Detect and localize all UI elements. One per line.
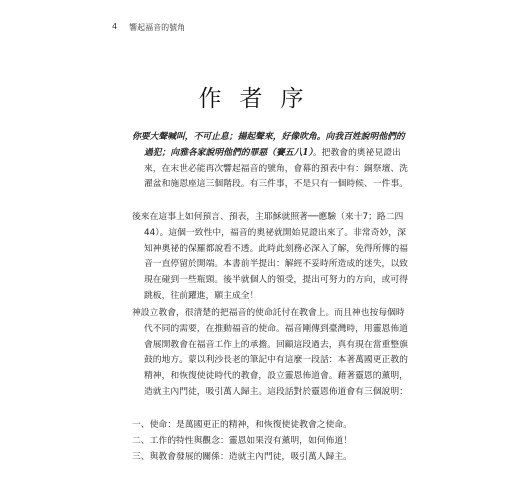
running-header <box>112 22 185 33</box>
list-item-mission: 一、使命：是萬國更正的精神，和恢復使徒教會之使命。 <box>132 420 352 430</box>
running-title: 響起福音的號角 <box>129 23 186 32</box>
paragraph-intro <box>132 130 412 193</box>
paragraph-intro-text: 。把教會的奧祕見證出來，在末世必能再次響起福音的號角，會幕的預表中有：銅祭壇、洗濯盆和施恩座這三個階段。有三件事，不是只有一個時候、一件事。 <box>144 147 408 190</box>
list-item-work: 二、工作的特性與觀念：靈恩如果沒有薰明，如何佈道！ <box>132 436 352 446</box>
paragraph-prophecy: 後來在這事上如何預言、預表，主耶穌就照著──應驗（來十7；路二四44）。這個一致性中，福音的奧祕就開始見證出來了。非常奇妙，深知神奧祕的保羅都說看不透。此時此刻務必深入了解，免得所傳的福音一直停留於開端。本書前半提出：解經不妥時所造成的迷失，以致現在碰到一些瓶頸。後半就個人的領受，提出可努力的方向，或可得跳板，往前躍進，願主成全！ <box>132 212 408 301</box>
page-number: 4 <box>112 22 118 31</box>
paragraph-church: 神設立教會，很清楚的把福音的使命託付在教會上。而且神也按每個時代不同的需要，在推動福音的使命。福音剛傳到臺灣時，用靈恩佈道會展開教會在福音工作上的承擔。回顧這段過去，真有現在當重整旗鼓的地方。蒙以利沙長老的筆記中有這麼一段話：本著萬國更正教的精神，和恢復使徒時代的教會，設立靈恩佈道會。藉著靈恩的薰明，造就主內門徒，吸引萬人歸主。這段話對於靈恩佈道會有三個說明： <box>132 308 408 397</box>
scripture-quote: 你要大聲喊叫，不可止息；揚起聲來，好像吹角。向我百姓說明他們的過犯；向雅各家說明他們的罪惡（賽五八1） <box>132 132 405 158</box>
list-item-development: 三、與教會發展的關係：造就主內門徒，吸引萬人歸主。 <box>132 452 352 462</box>
page-title: 作者序 <box>198 86 322 112</box>
